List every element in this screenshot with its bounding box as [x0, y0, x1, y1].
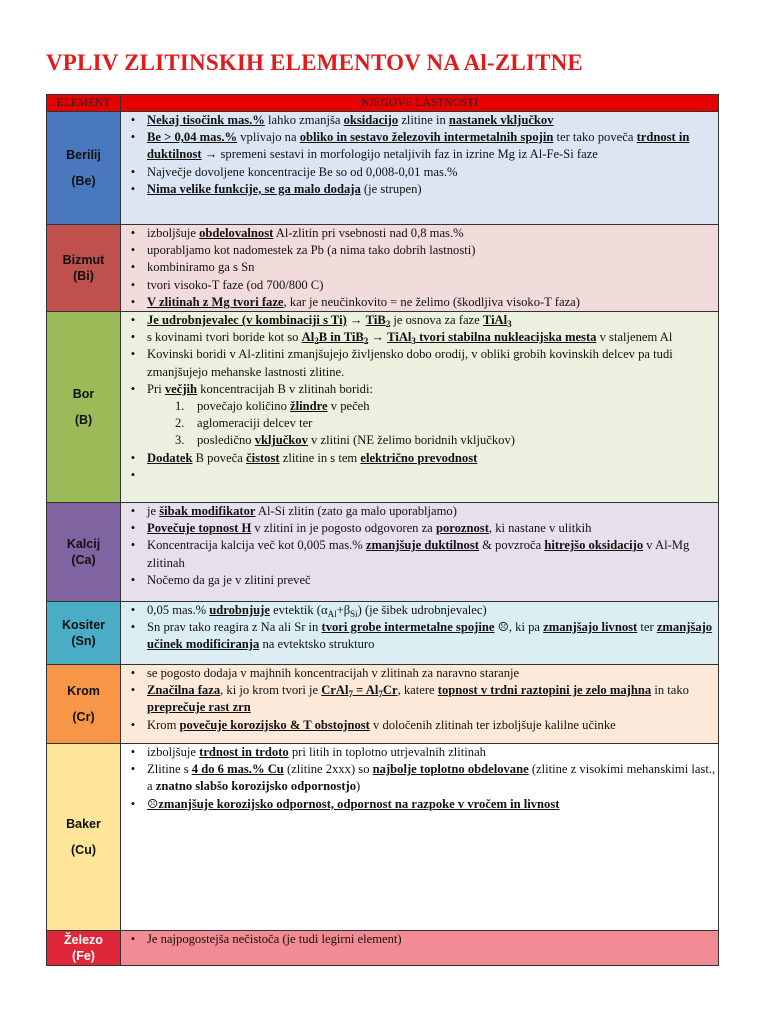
numbered-item: 2. aglomeraciji delcev ter [175, 416, 313, 431]
list-item: • Dodatek B poveča čistost zlitine in s tem električno prevodnost [130, 450, 478, 465]
properties-cell-krom [121, 665, 719, 744]
list-item: • kombiniramo ga s Sn [130, 260, 255, 275]
element-name: Baker [66, 817, 101, 832]
list-item: • Je najpogostejša nečistoča (je tudi legirni element) [130, 932, 402, 947]
list-item: • Največje dovoljene koncentracije Be so od 0,008-0,01 mas.% [130, 164, 458, 179]
header-element: ELEMENT [47, 95, 121, 112]
row-zelezo [47, 931, 719, 966]
list-item: • Pri večjih koncentracijah B v zlitinah boridi: 1. povečajo količino žlindre v pečeh 2. aglomeraciji delcev ter 3. posledično vključkov v zlitini (NE želimo boridnih vključkov) [147, 381, 718, 450]
list-item: • Je udrobnjevalec (v kombinaciji s Ti) → TiB$_2$ je osnova za faze TiAl$_3$ [130, 313, 512, 330]
element-symbol: (Be) [71, 174, 96, 188]
list-item: • Sn prav tako reagira z Na ali Sr in tvori grobe intermetalne spojine ☹, ki pa zmanjšajo livnost ter zmanjšajo učinek modificiranja na evtektsko strukturo [130, 620, 713, 652]
header-row [47, 95, 719, 112]
row-baker [47, 744, 719, 931]
list-item: • je šibak modifikator Al-Si zlitin (zato ga malo uporabljamo) [130, 504, 457, 519]
element-cell-zelezo [47, 931, 121, 966]
list-item: • Značilna faza, ki jo krom tvori je CrAl$_7$ = $Al_7Cr$, katere topnost v trdni raztopini je zelo majhna in tako preprečuje rast zrn [130, 683, 689, 715]
element-cell-bor [47, 312, 121, 503]
element-cell-krom [47, 665, 121, 744]
list-item: • [130, 467, 136, 482]
properties-cell-bor [121, 312, 719, 503]
element-symbol: (Cr) [72, 710, 95, 725]
element-name: Železo [64, 933, 103, 948]
row-kositer [47, 602, 719, 665]
list-item: • Povečuje topnost H v zlitini in je pogosto odgovoren za poroznost, ki nastane v ulitkih [130, 521, 592, 536]
element-name: Kalcij [66, 537, 101, 552]
element-symbol: (B) [74, 413, 93, 428]
page-title: VPLIV ZLITINSKIH ELEMENTOV NA Al-ZLITNE [46, 50, 583, 75]
row-kalcij [47, 503, 719, 602]
element-symbol: (Fe) [72, 949, 95, 964]
list-item: • Nima velike funkcije, se ga malo dodaja (je strupen) [130, 181, 422, 196]
element-name: Berilij [66, 148, 101, 162]
element-cell-baker [47, 744, 121, 931]
list-item: • Zlitine s 4 do 6 mas.% Cu (zlitine 2xxx) so najbolje toplotno obdelovane (zlitine z visokimi mehanskimi last., a znatno slabšo korozijsko odpornostjo) [130, 762, 716, 794]
properties-cell-berilij [121, 112, 719, 225]
properties-cell-bizmut [121, 225, 719, 312]
element-symbol: (Sn) [71, 634, 96, 649]
element-cell-kositer [47, 602, 121, 665]
properties-cell-baker [121, 744, 719, 931]
properties-table [46, 94, 719, 966]
row-krom [47, 665, 719, 744]
list-item: • ☹zmanjšuje korozijsko odpornost, odpornost na razpoke v vročem in livnost [130, 796, 560, 811]
list-item: • Be > 0,04 mas.% vplivajo na obliko in sestavo železovih intermetalnih spojin ter tako poveča trdnost in duktilnost → spremeni sestavi in morfologijo netaljivih faz in izrine Mg iz Al-Fe-Si faze [130, 130, 690, 162]
element-cell-berilij [47, 112, 121, 225]
row-berilij [47, 112, 719, 225]
row-bor [47, 312, 719, 503]
element-name: Krom [67, 684, 100, 699]
list-item: • 0,05 mas.% udrobnjuje evtektik $(\alpha_{Al}+\beta_{Si})$ (je šibek udrobnjevalec) [130, 603, 487, 620]
element-name: Bizmut [62, 253, 105, 267]
element-name: Kositer [61, 618, 106, 633]
list-item: • izboljšuje trdnost in trdoto pri litih in toplotno utrjevalnih zlitinah [130, 745, 486, 760]
properties-cell-kalcij [121, 503, 719, 602]
list-item: • Koncentracija kalcija več kot 0,005 mas.% zmanjšuje duktilnost & povzroča hitrejšo oksidacijo v Al-Mg zlitinah [130, 538, 690, 570]
list-item: • Kovinski boridi v Al-zlitini zmanjšujejo življensko dobo orodij, v obliki grobih kovinskih delcev pa tudi zmanjšujejo mehanske lastnosti zlitine. [130, 347, 673, 379]
list-item: • Nočemo da ga je v zlitini preveč [130, 572, 311, 587]
numbered-item: 1. povečajo količino žlindre v pečeh [175, 399, 370, 414]
element-symbol: (Bi) [73, 269, 94, 283]
numbered-item: 3. posledično vključkov v zlitini (NE želimo boridnih vključkov) [175, 433, 515, 448]
list-item: • tvori visoko-T faze (od 700/800 C) [130, 277, 324, 292]
list-item: • se pogosto dodaja v majhnih koncentracijah v zlitinah za naravno staranje [130, 666, 520, 681]
element-cell-bizmut [47, 225, 121, 312]
row-bizmut [47, 225, 719, 312]
list-item: • s kovinami tvori boride kot so $Al_2B$ in TiB$_2$ → TiAl$_3$ tvori stabilna nukleacijska mesta v staljenem Al [130, 330, 673, 347]
list-item: • Nekaj tisočink mas.% lahko zmanjša oksidacijo zlitine in nastanek vključkov [130, 113, 554, 127]
element-name: Bor [72, 387, 95, 402]
properties-cell-kositer [121, 602, 719, 665]
list-item: • izboljšuje obdelovalnost Al-zlitin pri vsebnosti nad 0,8 mas.% [130, 226, 464, 240]
element-symbol: (Cu) [71, 843, 96, 858]
header-properties: NJEGOVE LASTNOSTI [121, 95, 719, 112]
list-item: • Krom povečuje korozijsko & T obstojnost v določenih zlitinah ter izboljšuje kalilne učinke [130, 717, 616, 732]
list-item: • V zlitinah z Mg tvori faze, kar je neučinkovito = ne želimo (škodljiva visoko-T faza) [130, 294, 580, 309]
element-symbol: (Ca) [71, 553, 96, 568]
list-item: • uporabljamo kot nadomestek za Pb (a nima tako dobrih lastnosti) [130, 243, 476, 258]
properties-cell-zelezo [121, 931, 719, 966]
element-cell-kalcij [47, 503, 121, 602]
